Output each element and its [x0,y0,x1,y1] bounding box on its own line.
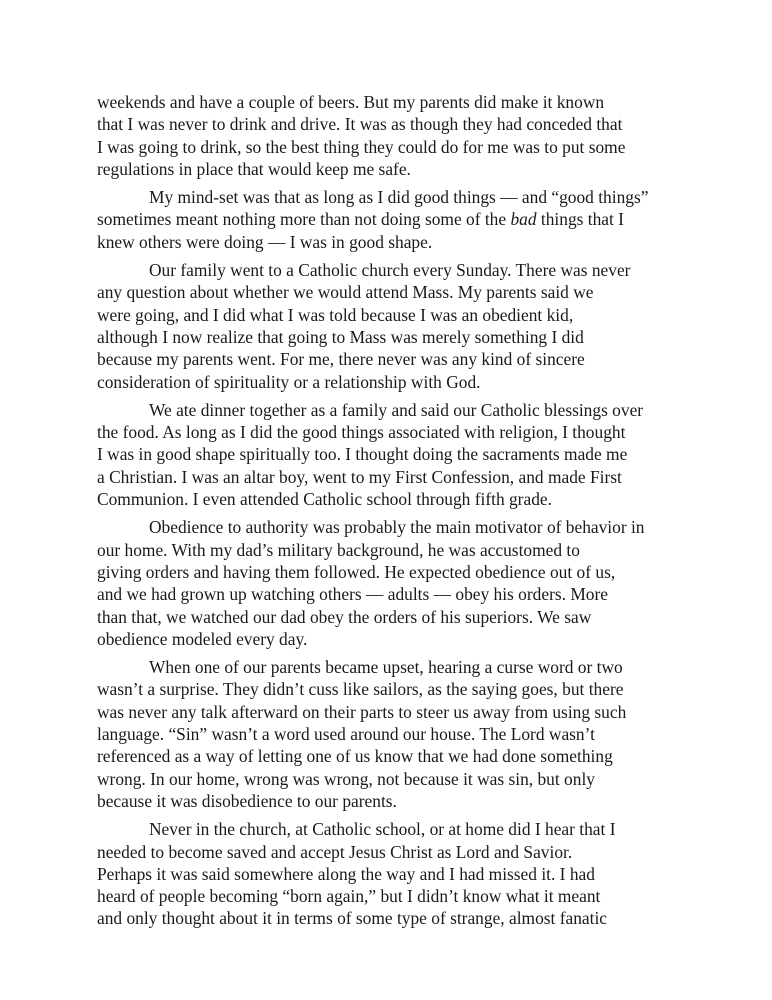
text-fragment: things that I [536,209,624,230]
text-line: heard of people becoming “born again,” but I didn’t know what it meant [97,886,601,907]
paragraph-2 [97,186,677,253]
text-line: We ate dinner together as a family and said our Catholic blessings over [149,399,644,420]
text-line: language. “Sin” wasn’t a word used around our house. The Lord wasn’t [97,724,595,745]
text-line: any question about whether we would attend Mass. My parents said we [97,282,594,303]
paragraph-4 [97,399,677,510]
text-line: Our family went to a Catholic church every Sunday. There was never [149,260,631,281]
text-line: When one of our parents became upset, hearing a curse word or two [149,657,623,678]
text-line: I was in good shape spiritually too. I thought doing the sacraments made me [97,444,628,465]
text-line: were going, and I did what I was told because I was an obedient kid, [97,304,574,325]
text-line: needed to become saved and accept Jesus Christ as Lord and Savior. [97,841,573,862]
book-page [97,91,677,936]
text-line: consideration of spirituality or a relationship with God. [97,371,481,392]
paragraph-6 [97,656,677,812]
text-line: our home. With my dad’s military background, he was accustomed to [97,539,580,560]
text-line: regulations in place that would keep me safe. [97,158,411,179]
text-line: and only thought about it in terms of some type of strange, almost fanatic [97,908,608,929]
text-line: Never in the church, at Catholic school, or at home did I hear that I [149,819,616,840]
text-line: wrong. In our home, wrong was wrong, not because it was sin, but only [97,768,595,789]
text-line: and we had grown up watching others — adults — obey his orders. More [97,584,608,605]
paragraph-5 [97,516,677,650]
text-line: giving orders and having them followed. He expected obedience out of us, [97,561,616,582]
text-line: Communion. I even attended Catholic school through fifth grade. [97,489,552,510]
text-line: My mind-set was that as long as I did good things — and “good things” [149,187,649,208]
text-line: Obedience to authority was probably the main motivator of behavior in [149,517,645,538]
text-fragment: sometimes meant nothing more than not doing some of the [97,209,511,230]
text-line: knew others were doing — I was in good shape. [97,231,433,252]
text-line: referenced as a way of letting one of us know that we had done something [97,746,613,767]
text-line: weekends and have a couple of beers. But my parents did make it known [97,92,605,112]
text-line: Perhaps it was said somewhere along the way and I had missed it. I had [97,863,595,884]
text-line-with-italic [97,208,677,230]
text-line: I was going to drink, so the best thing they could do for me was to put some [97,136,626,157]
text-line: was never any talk afterward on their parts to steer us away from using such [97,701,627,722]
italic-word: bad [510,209,537,230]
text-line: wasn’t a surprise. They didn’t cuss like sailors, as the saying goes, but there [97,679,624,700]
paragraph-1 [97,91,677,180]
text-line: obedience modeled every day. [97,628,308,649]
text-line: because my parents went. For me, there never was any kind of sincere [97,349,585,370]
text-line: a Christian. I was an altar boy, went to my First Confession, and made First [97,466,622,487]
text-line: the food. As long as I did the good things associated with religion, I thought [97,422,626,443]
text-line: that I was never to drink and drive. It was as though they had conceded that [97,114,623,135]
text-line: than that, we watched our dad obey the orders of his superiors. We saw [97,606,592,627]
paragraph-3 [97,259,677,393]
text-line: because it was disobedience to our parents. [97,790,397,811]
paragraph-7 [97,818,677,929]
text-line: although I now realize that going to Mass was merely something I did [97,326,584,347]
